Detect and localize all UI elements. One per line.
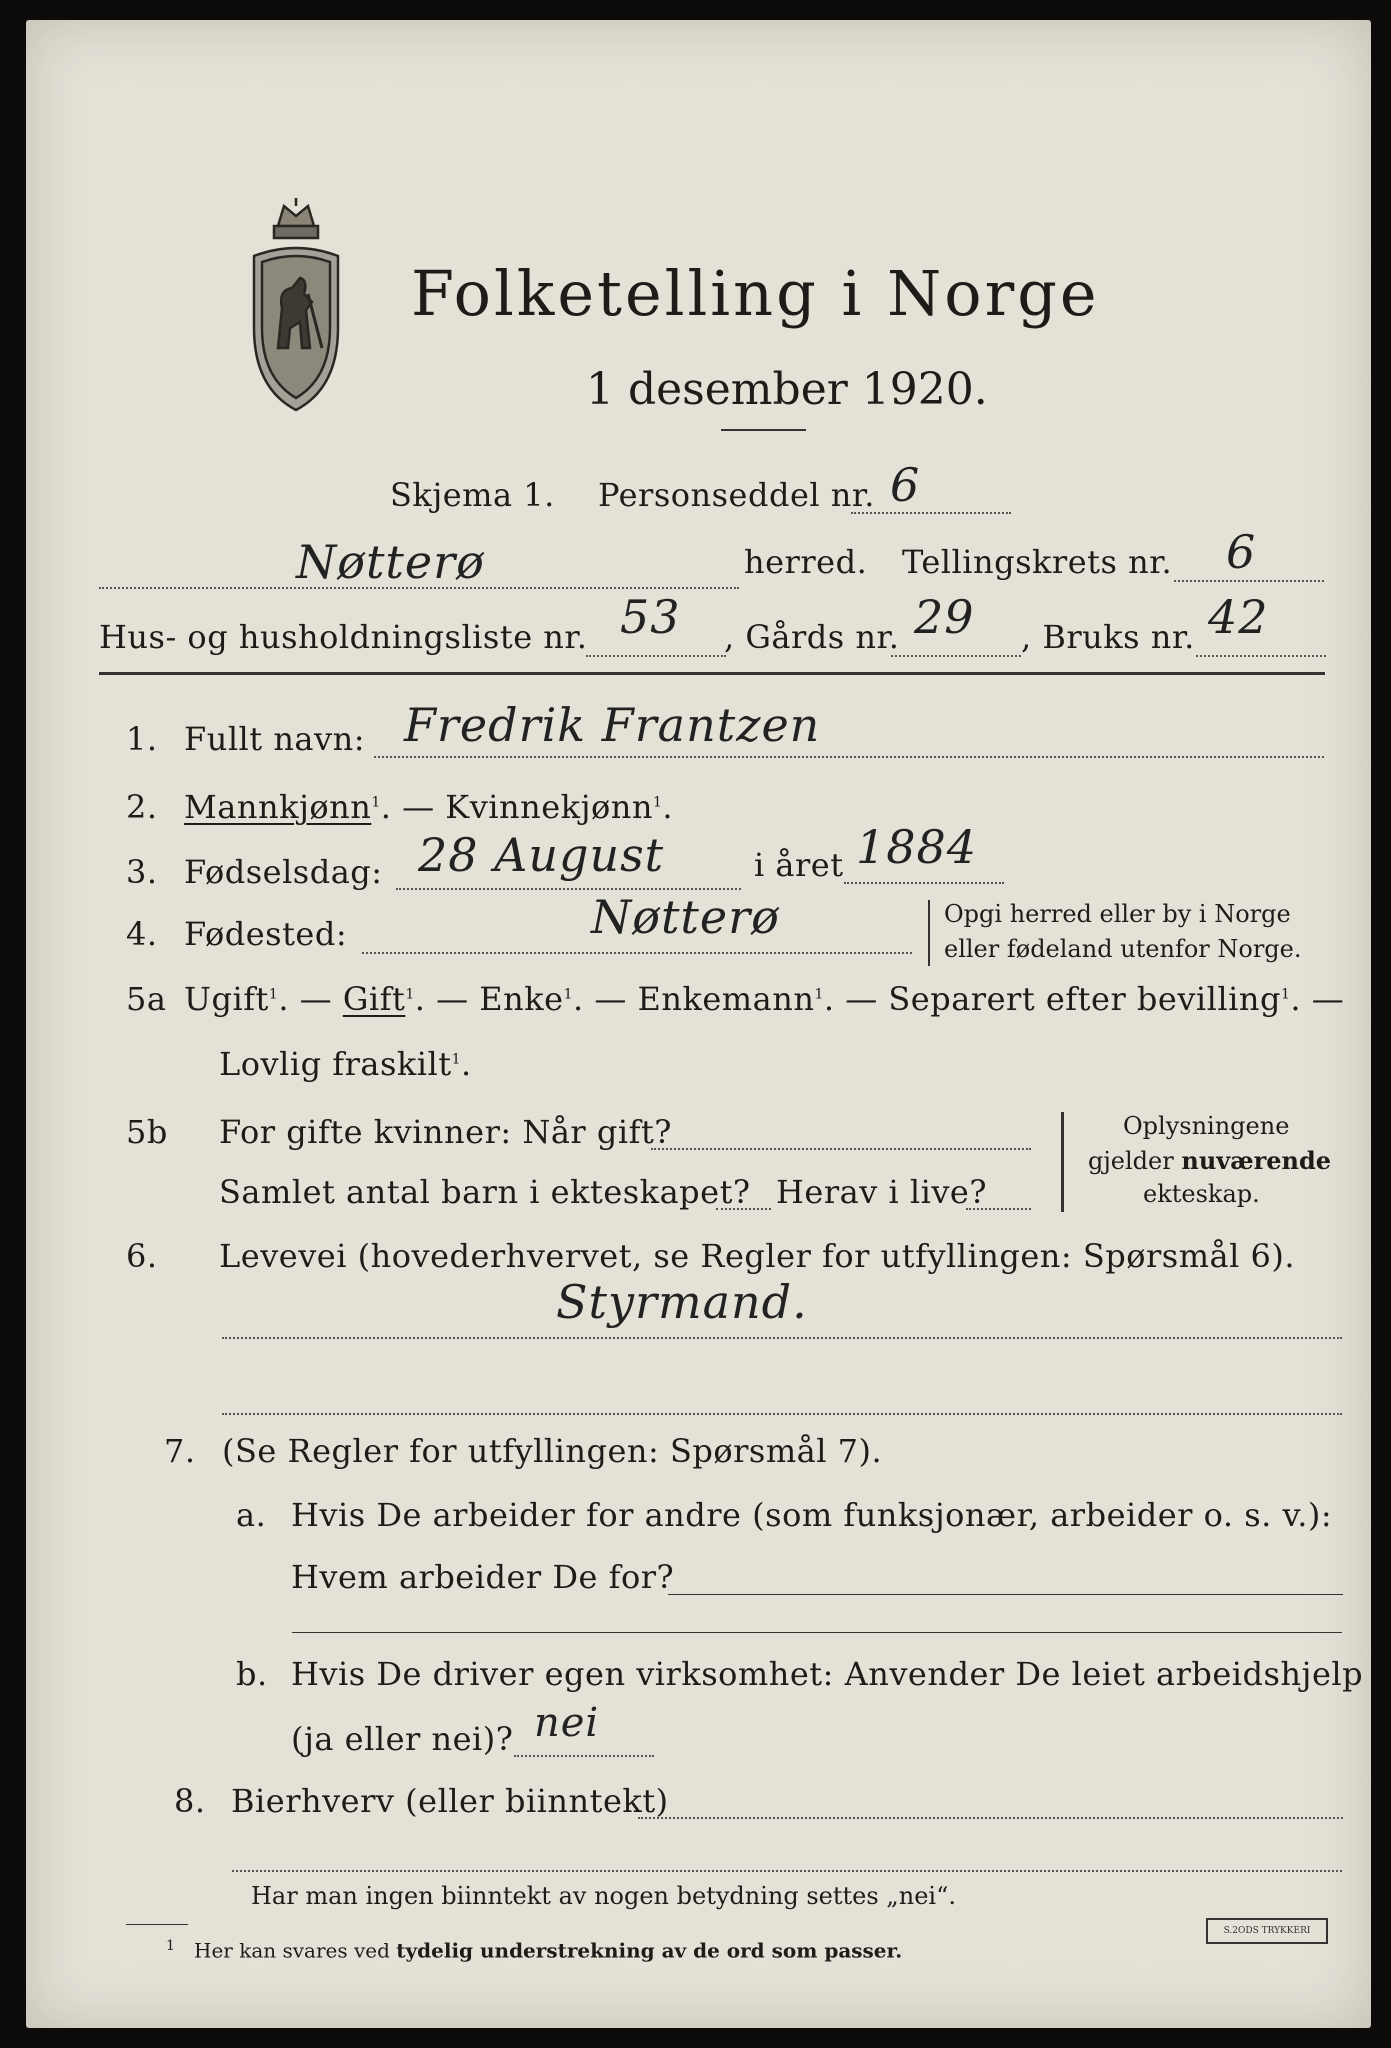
census-form-sheet bbox=[26, 20, 1371, 2028]
q3-year-label: i året bbox=[754, 846, 844, 884]
q5a-enkemann: Enkemann bbox=[637, 980, 815, 1018]
q4-number: 4. bbox=[126, 915, 158, 953]
q5b-dots-3 bbox=[966, 1208, 1031, 1210]
q6-value: Styrmand. bbox=[556, 1275, 808, 1329]
q7b-label-2: (ja eller nei)? bbox=[291, 1720, 514, 1758]
q7b-number: b. bbox=[236, 1655, 268, 1693]
q4-note-1: Opgi herred eller by i Norge bbox=[944, 900, 1291, 928]
hus-label: Hus- og husholdningsliste nr. bbox=[99, 618, 588, 656]
personseddel-dots bbox=[851, 512, 1011, 514]
q3-number: 3. bbox=[126, 853, 158, 891]
q8-number: 8. bbox=[174, 1782, 206, 1820]
q5a-options: Ugift$^1$. — Gift$^1$. — Enke$^1$. — Enkemann$^1$. — Separert efter bevilling$^1$. — bbox=[184, 980, 1345, 1018]
q7a-line-1 bbox=[668, 1594, 1343, 1595]
q5b-dots-2 bbox=[716, 1208, 771, 1210]
q5a-number: 5a bbox=[126, 980, 167, 1018]
q5b-brace bbox=[1061, 1112, 1064, 1212]
q5b-note-1: Oplysningene bbox=[1123, 1112, 1290, 1140]
tellingskrets-label: Tellingskrets nr. bbox=[902, 543, 1173, 581]
q8-dots-1 bbox=[638, 1817, 1343, 1819]
q7a-line-2 bbox=[292, 1632, 1342, 1633]
herred-label: herred. bbox=[744, 543, 868, 581]
bruks-value: 42 bbox=[1208, 590, 1269, 644]
q5a-enke: Enke bbox=[479, 980, 564, 1018]
q4-value: Nøtterø bbox=[591, 890, 780, 944]
q7b-dots bbox=[514, 1755, 654, 1757]
gards-dots bbox=[891, 655, 1021, 657]
q5a-ugift: Ugift bbox=[184, 980, 269, 1018]
q2-mannkjonn: Mannkjønn bbox=[184, 788, 372, 826]
q7-number: 7. bbox=[164, 1432, 196, 1470]
q5b-number: 5b bbox=[126, 1113, 168, 1151]
title-rule bbox=[721, 429, 806, 431]
q8-dots-2 bbox=[232, 1870, 1342, 1872]
q1-number: 1. bbox=[126, 720, 158, 758]
q1-value: Fredrik Frantzen bbox=[404, 698, 821, 752]
q4-brace bbox=[928, 900, 930, 966]
form-date: 1 desember 1920. bbox=[586, 364, 988, 415]
q5a-lovlig: Lovlig fraskilt$^1$. bbox=[219, 1045, 472, 1083]
printer-stamp: S.2ODS TRYKKERI bbox=[1206, 1918, 1328, 1944]
q3-label: Fødselsdag: bbox=[184, 853, 383, 891]
q1-dots bbox=[374, 756, 1324, 758]
footnote-mark: 1 bbox=[166, 1938, 175, 1954]
q5b-label-1: For gifte kvinner: Når gift? bbox=[219, 1113, 672, 1151]
q6-number: 6. bbox=[126, 1237, 158, 1275]
q3-year-dots bbox=[844, 882, 1004, 884]
hus-value: 53 bbox=[620, 590, 681, 644]
q7b-label-1: Hvis De driver egen virksomhet: Anvender De leiet arbeidshjelp bbox=[291, 1655, 1364, 1693]
q7-label: (Se Regler for utfyllingen: Spørsmål 7). bbox=[222, 1432, 883, 1470]
personseddel-value: 6 bbox=[890, 458, 921, 512]
q7a-label-2: Hvem arbeider De for? bbox=[291, 1558, 675, 1596]
q6-dots-2 bbox=[222, 1413, 1342, 1415]
q3-year-value: 1884 bbox=[856, 820, 978, 874]
tellingskrets-dots bbox=[1174, 580, 1324, 582]
hus-dots bbox=[586, 655, 726, 657]
q8-label: Bierhverv (eller biinntekt) bbox=[231, 1782, 669, 1820]
q4-note-2: eller fødeland utenfor Norge. bbox=[944, 935, 1302, 963]
q2-number: 2. bbox=[126, 788, 158, 826]
q2-kvinnekjonn: Kvinnekjønn bbox=[445, 788, 653, 826]
gards-value: 29 bbox=[914, 590, 975, 644]
herred-value: Nøtterø bbox=[296, 535, 485, 589]
footnote: $^1$ Her kan svares ved tydelig understrekning av de ord som passer. bbox=[166, 1938, 903, 1963]
q5b-note-2: gjelder nuværende bbox=[1088, 1146, 1332, 1175]
q5a-separert: Separert efter bevilling bbox=[888, 980, 1281, 1018]
personseddel-label: Personseddel nr. bbox=[598, 476, 875, 514]
skjema-label: Skjema 1. bbox=[390, 476, 555, 514]
q3-value: 28 August bbox=[418, 828, 665, 882]
q8-note: Har man ingen biinntekt av nogen betydning settes „nei“. bbox=[251, 1882, 956, 1910]
bruks-label: , Bruks nr. bbox=[1021, 618, 1195, 656]
q7a-number: a. bbox=[236, 1496, 267, 1534]
section-rule-top bbox=[99, 672, 1325, 675]
q5a-gift: Gift bbox=[342, 980, 406, 1018]
gards-label: , Gårds nr. bbox=[724, 618, 900, 656]
q7b-value: nei bbox=[534, 1700, 600, 1746]
q5b-label-2: Samlet antal barn i ekteskapet? bbox=[219, 1173, 751, 1211]
q5b-dots-1 bbox=[651, 1148, 1031, 1150]
q4-dots bbox=[362, 952, 912, 954]
q4-label: Fødested: bbox=[184, 915, 348, 953]
q6-label: Levevei (hovederhvervet, se Regler for utfyllingen: Spørsmål 6). bbox=[219, 1237, 1296, 1275]
tellingskrets-value: 6 bbox=[1226, 525, 1257, 579]
bruks-dots bbox=[1196, 655, 1326, 657]
footnote-rule bbox=[126, 1924, 188, 1925]
q2-options: Mannkjønn$^1$. — Kvinnekjønn$^1$. bbox=[184, 788, 674, 826]
norway-coat-of-arms-icon bbox=[248, 198, 344, 418]
q7a-label-1: Hvis De arbeider for andre (som funksjonær, arbeider o. s. v.): bbox=[291, 1496, 1333, 1534]
q6-dots-1 bbox=[222, 1337, 1342, 1339]
q1-label: Fullt navn: bbox=[184, 720, 365, 758]
q5b-note-3: ekteskap. bbox=[1143, 1180, 1260, 1208]
form-title: Folketelling i Norge bbox=[411, 257, 1100, 330]
q5b-label-3: Herav i live? bbox=[776, 1173, 988, 1211]
